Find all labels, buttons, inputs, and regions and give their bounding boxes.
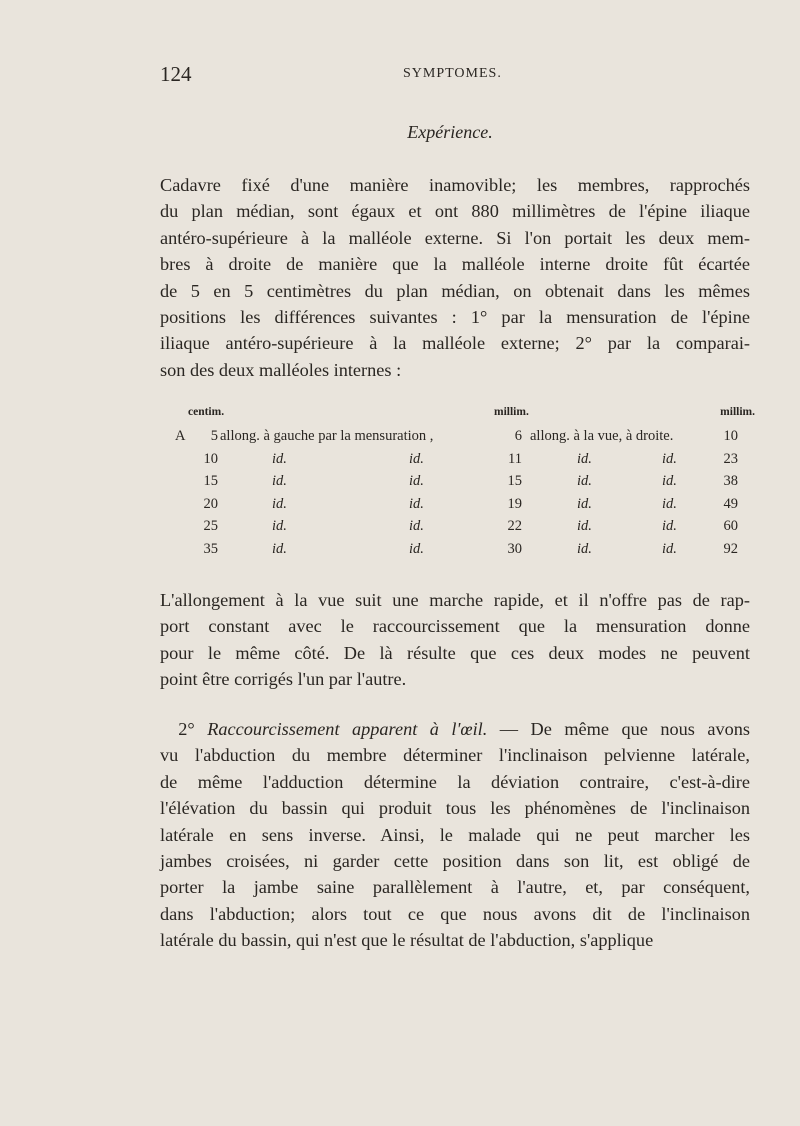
cell-centimeters: 15 <box>203 473 218 489</box>
measurement-table <box>160 402 755 561</box>
text-line: pour le même côté. De là résulte que ces deux modes ne peuvent <box>160 642 750 663</box>
text-line: antéro-supérieure à la malléole externe. Si l'on portait les deux mem- <box>160 227 750 248</box>
cell-idem: id. <box>272 518 287 534</box>
cell-idem: id. <box>409 495 424 512</box>
cell-idem: id. <box>662 473 677 489</box>
page-number: 124 <box>160 62 192 86</box>
cell-millimeters-visual: 38 <box>723 473 738 489</box>
cell-idem: id. <box>272 473 287 489</box>
cell-millimeters-visual: 23 <box>723 450 738 467</box>
cell-idem: id. <box>272 540 287 557</box>
running-head: SYMPTOMES. <box>403 66 502 81</box>
unit-centimeters: centim. <box>188 406 225 418</box>
cell-idem: id. <box>577 450 592 467</box>
heading-dash: — <box>487 719 531 739</box>
row-prefix: A <box>175 428 186 444</box>
text-line: positions les différences suivantes : 1° par la mensuration de l'épine <box>160 307 750 328</box>
text-line: de même l'adduction détermine la déviation contraire, c'est-à-dire <box>160 771 750 792</box>
cell-millimeters-visual: 92 <box>723 540 738 557</box>
cell-idem: id. <box>662 540 677 557</box>
unit-millimeters-visual: millim. <box>720 406 755 418</box>
table-row <box>160 539 750 562</box>
cell-centimeters: 35 <box>203 540 218 557</box>
cell-idem: id. <box>409 473 424 489</box>
cell-idem: id. <box>272 495 287 512</box>
cell-idem: id. <box>272 450 287 467</box>
cell-millimeters-mensuration: 15 <box>507 473 522 489</box>
cell-idem: id. <box>577 518 592 534</box>
page-header <box>160 62 750 92</box>
cell-idem: id. <box>409 450 424 467</box>
cell-idem: id. <box>577 540 592 557</box>
cell-centimeters: 5 <box>210 428 218 444</box>
text-line: latérale du bassin, qui n'est que le résultat de l'abduction, s'applique <box>160 930 654 951</box>
text-line: son des deux malléoles internes : <box>160 359 402 380</box>
cell-idem: id. <box>662 450 677 467</box>
table-units-row <box>160 402 755 426</box>
unit-millimeters-mensuration: millim. <box>494 406 529 418</box>
heading-number: 2° <box>178 719 195 739</box>
cell-centimeters: 20 <box>203 495 218 512</box>
table-row <box>160 426 750 449</box>
cell-idem: id. <box>577 495 592 512</box>
subsection-heading: Raccourcissement apparent à l'œil. <box>207 719 488 739</box>
cell-millimeters-visual: 49 <box>723 495 738 512</box>
cell-idem: id. <box>409 540 424 557</box>
text-line: porter la jambe saine parallèlement à l'autre, et, par conséquent, <box>160 877 750 898</box>
text-line: du plan médian, sont égaux et ont 880 millimètres de l'épine iliaque <box>160 201 750 222</box>
cell-idem: id. <box>409 518 424 534</box>
cell-millimeters-visual: 60 <box>723 518 738 534</box>
cell-millimeters-mensuration: 11 <box>508 450 522 467</box>
text-line: vu l'abduction du membre déterminer l'inclinaison pelvienne latérale, <box>160 745 750 766</box>
cell-centimeters: 25 <box>203 518 218 534</box>
cell-idem: id. <box>577 473 592 489</box>
cell-description-left: allong. à gauche par la mensuration , <box>220 428 434 444</box>
heading-line-rest: De même que nous avons <box>530 719 750 739</box>
text-line: latérale en sens inverse. Ainsi, le malade qui ne peut marcher les <box>160 824 750 845</box>
text-line: port constant avec le raccourcissement que la mensuration donne <box>160 616 750 637</box>
table-row <box>160 494 750 517</box>
table-row <box>160 449 750 472</box>
cell-millimeters-mensuration: 30 <box>507 540 522 557</box>
text-line: de 5 en 5 centimètres du plan médian, on obtenait dans les mêmes <box>160 280 750 301</box>
text-line: dans l'abduction; alors tout ce que nous avons dit de l'inclinaison <box>160 903 750 924</box>
cell-millimeters-mensuration: 19 <box>507 495 522 512</box>
cell-centimeters: 10 <box>203 450 218 467</box>
paragraph-raccourcissement <box>160 716 750 954</box>
cell-idem: id. <box>662 518 677 534</box>
cell-idem: id. <box>662 495 677 512</box>
section-title: Expérience. <box>407 122 493 142</box>
table-row <box>160 471 750 494</box>
text-line: iliaque antéro-supérieure à la malléole externe; 2° par la comparai- <box>160 333 750 354</box>
cell-millimeters-mensuration: 22 <box>507 518 522 534</box>
cell-millimeters-visual: 10 <box>723 428 738 444</box>
text-line: bres à droite de manière que la malléole interne droite fût écartée <box>160 254 750 275</box>
text-line: jambes croisées, ni garder cette position dans son lit, est obligé de <box>160 851 750 872</box>
paragraph-conclusion <box>160 587 750 693</box>
paragraph-experience <box>160 172 750 383</box>
cell-description-right: allong. à la vue, à droite. <box>530 428 674 444</box>
text-line <box>160 716 750 742</box>
text-line: L'allongement à la vue suit une marche rapide, et il n'offre pas de rap- <box>160 590 750 610</box>
text-line: l'élévation du bassin qui produit tous les phénomènes de l'inclinaison <box>160 798 750 819</box>
cell-millimeters-mensuration: 6 <box>514 428 522 444</box>
text-line: Cadavre fixé d'une manière inamovible; les membres, rapprochés <box>160 175 750 195</box>
table-row <box>160 516 750 539</box>
text-line: point être corrigés l'un par l'autre. <box>160 669 407 690</box>
